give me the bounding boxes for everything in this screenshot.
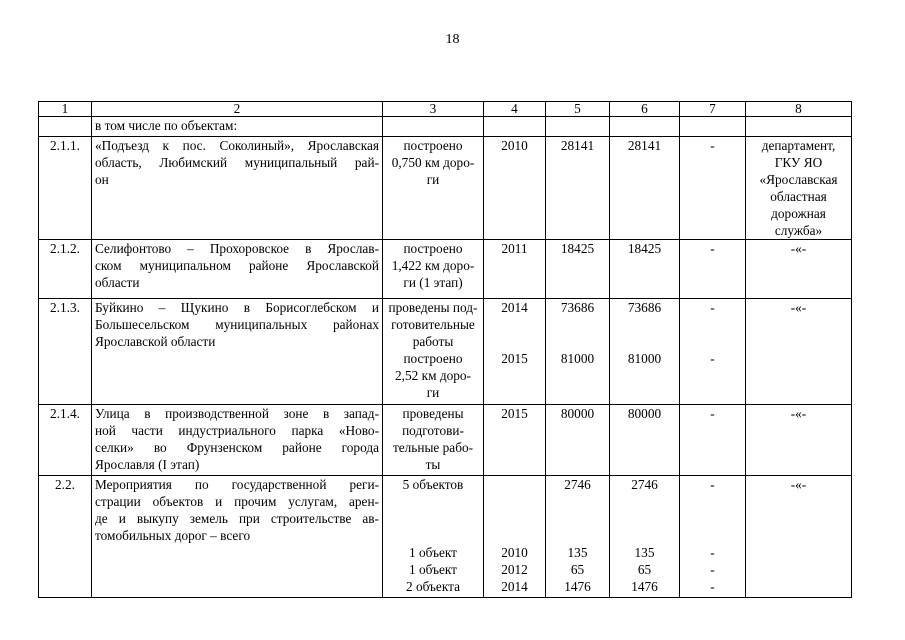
year: 2010 [484, 137, 546, 240]
row-number: 2.1.2. [39, 240, 92, 299]
amount-col6: 80000 [610, 405, 680, 476]
header-cell: 3 [383, 102, 484, 117]
amount-col7: - [680, 405, 746, 476]
table-row [39, 240, 852, 299]
header-cell: 8 [746, 102, 852, 117]
amount-col7: - - - - [680, 476, 746, 598]
header-cell: 7 [680, 102, 746, 117]
amount-col6: 2746 135 65 1476 [610, 476, 680, 598]
work-result: проведены под- готовительные работы построено 2,52 км доро- ги [383, 299, 484, 405]
table-row [39, 476, 852, 598]
year: 2011 [484, 240, 546, 299]
amount-col7: - [680, 137, 746, 240]
row-number: 2.2. [39, 476, 92, 598]
responsible: -«- [746, 299, 852, 405]
work-result: проведены подготови- тельные рабо- ты [383, 405, 484, 476]
object-name: Селифонтово – Прохоровское в Ярослав- ском муниципальном районе Ярославской области [92, 240, 383, 299]
table-row [39, 137, 852, 240]
amount-col5: 28141 [546, 137, 610, 240]
work-result: построено 1,422 км доро- ги (1 этап) [383, 240, 484, 299]
amount-col6: 73686 81000 [610, 299, 680, 405]
work-result: построено 0,750 км доро- ги [383, 137, 484, 240]
work-result: 5 объектов 1 объект 1 объект 2 объекта [383, 476, 484, 598]
table-row [39, 299, 852, 405]
section-label: в том числе по объектам: [92, 117, 383, 137]
amount-col5: 73686 81000 [546, 299, 610, 405]
amount-col5: 80000 [546, 405, 610, 476]
responsible: департамент, ГКУ ЯО «Ярославская областная дорожная служба» [746, 137, 852, 240]
responsible: -«- [746, 405, 852, 476]
amount-col7: - - [680, 299, 746, 405]
amount-col6: 28141 [610, 137, 680, 240]
object-name: Мероприятия по государственной реги- страции объектов и прочим услугам, арен- де и выкупу земель при строительстве ав- томобильных дорог – всего [92, 476, 383, 598]
responsible: -«- [746, 476, 852, 598]
year: 2014 2015 [484, 299, 546, 405]
responsible: -«- [746, 240, 852, 299]
object-name: Буйкино – Щукино в Борисоглебском и Большесельском муниципальных районах Ярославской области [92, 299, 383, 405]
section-label-row [39, 117, 852, 137]
amount-col5: 2746 135 65 1476 [546, 476, 610, 598]
row-number: 2.1.1. [39, 137, 92, 240]
year: 2015 [484, 405, 546, 476]
header-cell: 2 [92, 102, 383, 117]
header-cell: 1 [39, 102, 92, 117]
object-name: Улица в производственной зоне в запад- ной части индустриального парка «Ново- селки» во Фрунзенском районе города Ярославля (I этап) [92, 405, 383, 476]
header-cell: 4 [484, 102, 546, 117]
data-table [38, 101, 852, 598]
amount-col6: 18425 [610, 240, 680, 299]
object-name: «Подъезд к пос. Соколиный», Ярославская область, Любимский муниципальный рай- он [92, 137, 383, 240]
page-number: 18 [445, 32, 460, 47]
table-row [39, 405, 852, 476]
year: 2010 2012 2014 [484, 476, 546, 598]
table-header-row [39, 102, 852, 117]
amount-col7: - [680, 240, 746, 299]
row-number: 2.1.4. [39, 405, 92, 476]
header-cell: 5 [546, 102, 610, 117]
amount-col5: 18425 [546, 240, 610, 299]
header-cell: 6 [610, 102, 680, 117]
row-number: 2.1.3. [39, 299, 92, 405]
